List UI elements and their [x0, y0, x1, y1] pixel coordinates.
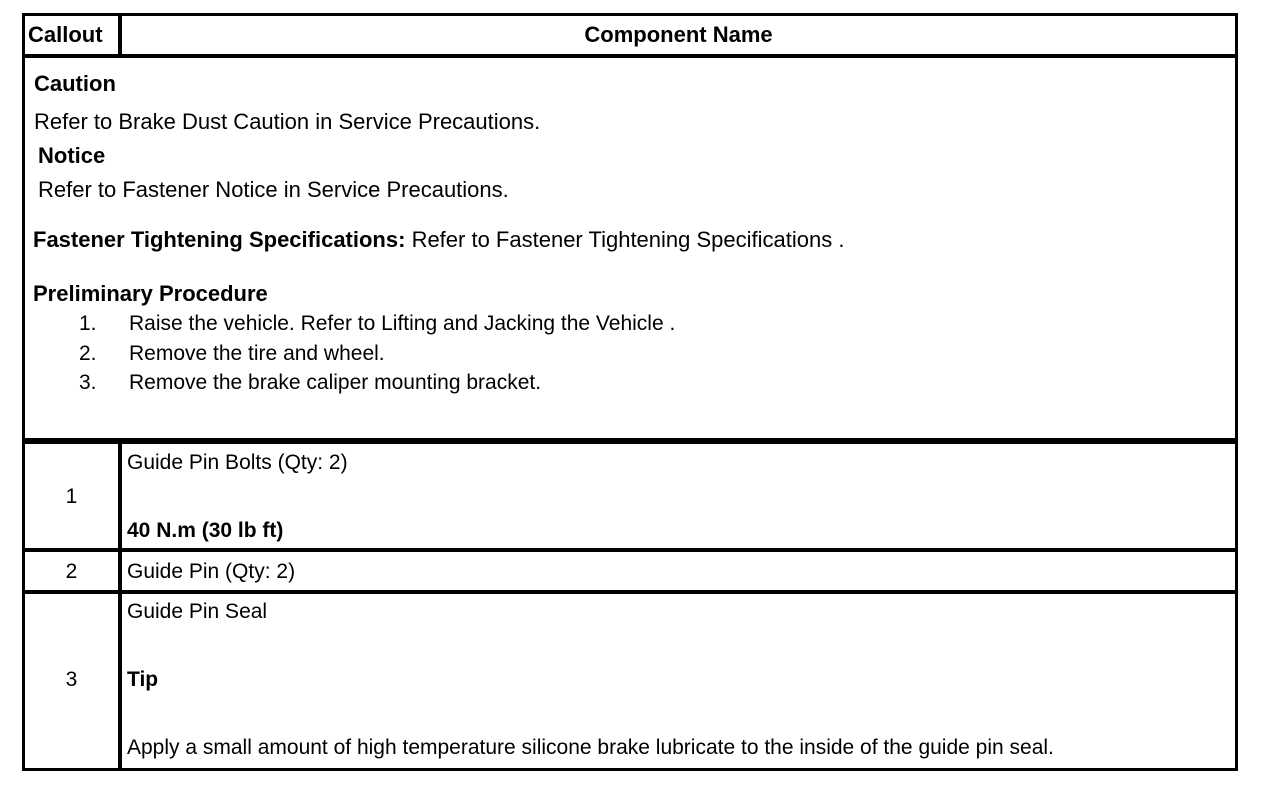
table-border-right: [1235, 13, 1238, 771]
row-2-callout: 2: [65, 560, 78, 583]
fastener-spec-line: [33, 228, 844, 252]
procedure-heading: Preliminary Procedure: [33, 281, 268, 306]
table-border-top: [22, 13, 1238, 16]
step-number-3: 3.: [79, 371, 97, 394]
row-3-tip-text: Apply a small amount of high temperature silicone brake lubricate to the inside of the guide pin seal.: [127, 736, 1054, 759]
intro-divider: [22, 438, 1238, 444]
row-3-tip-heading: Tip: [127, 668, 159, 691]
table-border-left: [22, 13, 25, 771]
step-text-3: Remove the brake caliper mounting bracket.: [129, 371, 542, 394]
rows-column-divider: [118, 441, 122, 771]
row-divider-1: [22, 548, 1238, 552]
row-1-name: Guide Pin Bolts (Qty: 2): [127, 451, 348, 474]
step-text-2: Remove the tire and wheel.: [129, 342, 385, 365]
row-3-name: Guide Pin Seal: [127, 600, 268, 623]
step-number-2: 2.: [79, 342, 97, 365]
row-divider-2: [22, 590, 1238, 594]
caution-text: Refer to Brake Dust Caution in Service Precautions.: [34, 109, 541, 134]
row-1-torque: 40 N.m (30 lb ft): [127, 519, 284, 542]
header-callout: Callout: [28, 22, 103, 47]
caution-heading: Caution: [34, 71, 116, 96]
notice-text: Refer to Fastener Notice in Service Precautions.: [38, 177, 509, 202]
step-number-1: 1.: [79, 312, 97, 335]
row-3-callout: 3: [65, 668, 78, 691]
step-text-1: Raise the vehicle. Refer to Lifting and Jacking the Vehicle .: [129, 312, 676, 335]
row-2-name: Guide Pin (Qty: 2): [127, 560, 296, 583]
table-border-bottom: [22, 768, 1238, 771]
row-1-callout: 1: [65, 485, 78, 508]
notice-heading: Notice: [38, 143, 106, 168]
header-component-name: Component Name: [584, 22, 773, 47]
fastener-spec-text: Refer to Fastener Tightening Specifications .: [411, 227, 845, 252]
header-divider: [22, 54, 1238, 58]
component-table: [22, 13, 1238, 771]
fastener-spec-label: Fastener Tightening Specifications:: [33, 227, 406, 252]
